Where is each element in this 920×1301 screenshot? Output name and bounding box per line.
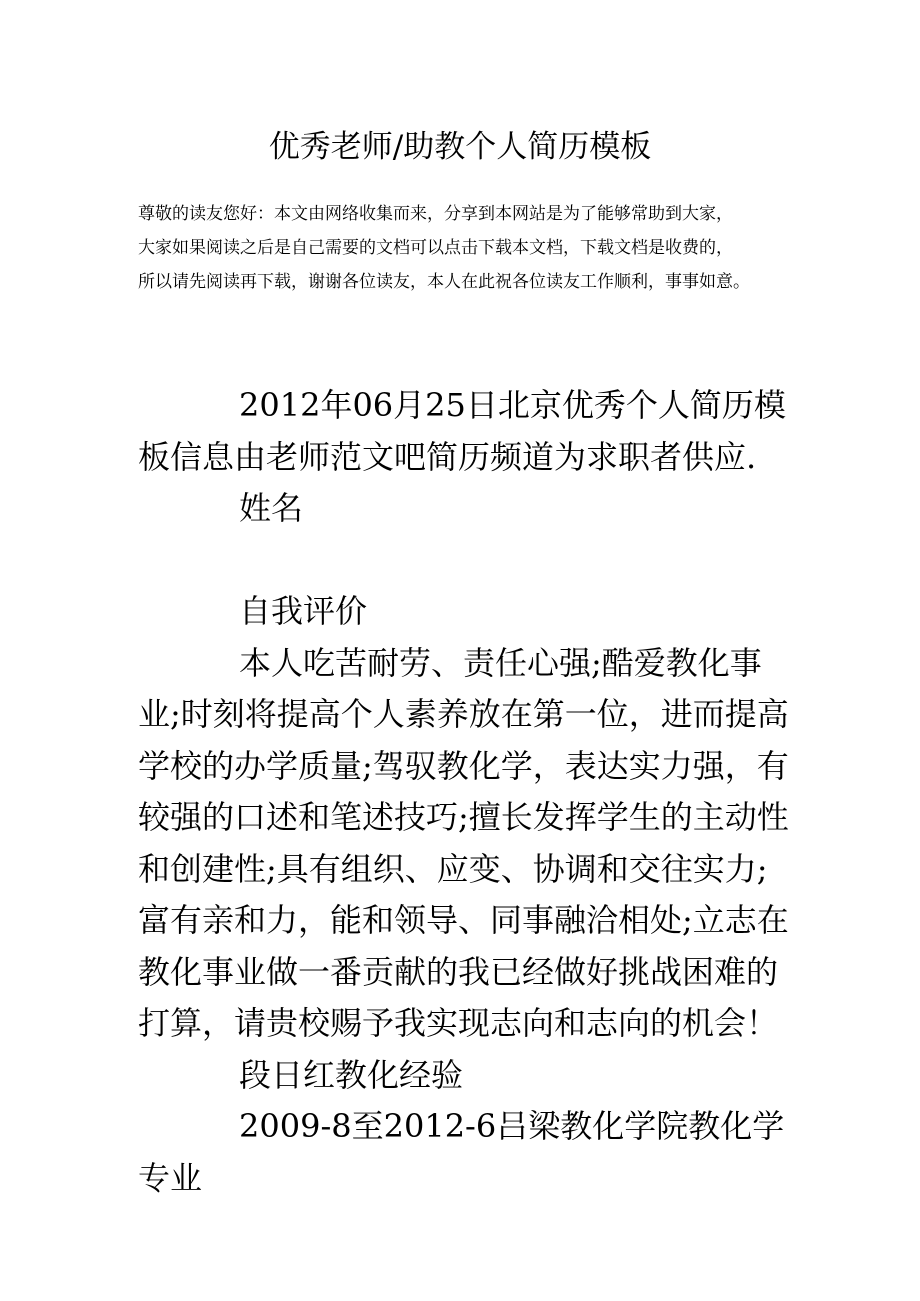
intro-paragraph: 2012年06月25日北京优秀个人简历模板信息由老师范文吧简历频道为求职者供应. [138, 386, 786, 476]
blank-line [138, 535, 798, 587]
notice-line: 尊敬的读友您好：本文由网络收集而来，分享到本网站是为了能够常助到大家， [138, 204, 733, 224]
self-evaluation-paragraph: 本人吃苦耐劳、责任心强;酷爱教化事业;时刻将提高个人素养放在第一位，进而提高学校的办学质量;驾驭教化学，表达实力强，有较强的口述和笔述技巧;擅长发挥学生的主动性和创建性;具有组织、应变、协调和交往实力;富有亲和力，能和领导、同事融洽相处;立志在教化事业做一番贡献的我已经做好挑战困难的打算，请贵校赐予我实现志向和志向的机会！ [138, 643, 789, 1042]
notice-line: 大家如果阅读之后是自己需要的文档可以点击下载本文档，下载文档是收费的， [138, 238, 733, 258]
experience-item: 2009-8至2012-6吕梁教化学院教化学专业 [138, 1107, 785, 1197]
resume-body [138, 380, 798, 1204]
self-evaluation-heading: 自我评价 [239, 592, 368, 630]
experience-heading: 段日红教化经验 [239, 1055, 464, 1094]
name-label: 姓名 [239, 489, 304, 527]
reader-notice [138, 197, 798, 299]
document-title: 优秀老师/助教个人简历模板 [268, 129, 652, 165]
notice-line: 所以请先阅读再下载，谢谢各位读友，本人在此祝各位读友工作顺利，事事如意。 [138, 272, 750, 292]
